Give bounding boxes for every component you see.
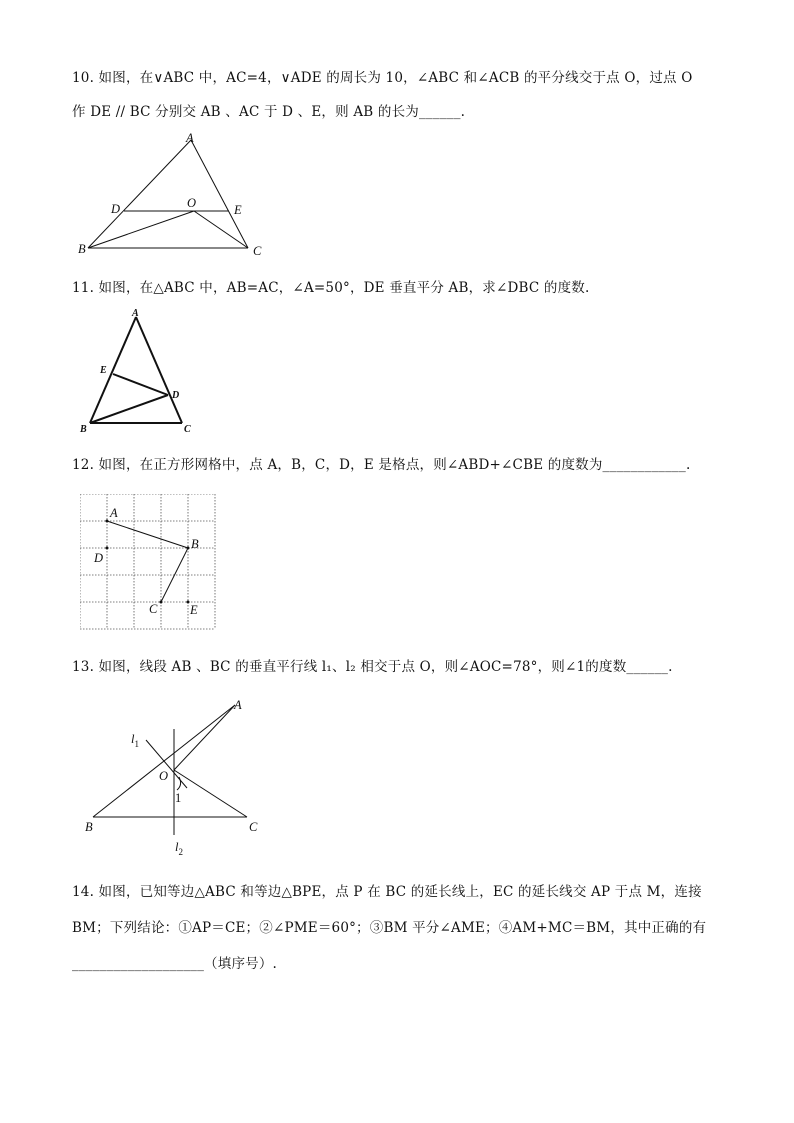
q10-label-B: B	[78, 242, 86, 256]
q13-label-l2: $l_2$	[175, 840, 183, 857]
q10-triangle-figure	[76, 128, 276, 258]
q11-label-C: C	[184, 424, 191, 435]
q14-text-line3: ___________________（填序号）.	[72, 956, 278, 972]
q11-triangle-figure	[76, 305, 206, 435]
q12-label-D: D	[94, 551, 104, 565]
q11-label-A: A	[132, 308, 139, 319]
q11-label-E: E	[100, 365, 107, 376]
q10-label-C: C	[253, 244, 262, 258]
q13-triangle-figure	[80, 694, 280, 864]
q13-label-C: C	[249, 820, 258, 834]
q13-label-O: O	[159, 769, 169, 783]
q12-label-C: C	[149, 602, 158, 616]
q12-label-E: E	[190, 603, 198, 617]
q13-label-angle-1: 1	[175, 791, 182, 805]
q10-label-A: A	[186, 131, 194, 145]
q13-label-A: A	[234, 698, 242, 712]
q12-label-A: A	[110, 506, 118, 520]
q11-label-D: D	[172, 390, 180, 401]
q10-label-O: O	[187, 196, 197, 210]
q13-label-B: B	[85, 820, 93, 834]
q14-text-line2: BM；下列结论：①AP＝CE；②∠PME＝60°；③BM 平分∠AME；④AM+MC＝BM，其中正确的有	[72, 920, 707, 936]
q11-text-line1: 11. 如图，在△ABC 中，AB=AC，∠A=50°，DE 垂直平分 AB，求∠DBC 的度数.	[72, 280, 590, 296]
q12-text-line1: 12. 如图，在正方形网格中，点 A，B，C，D，E 是格点，则∠ABD+∠CBE 的度数为____________.	[72, 457, 691, 473]
q12-label-B: B	[191, 537, 199, 551]
q14-text-line1: 14. 如图，已知等边△ABC 和等边△BPE，点 P 在 BC 的延长线上，EC 的延长线交 AP 于点 M，连接	[72, 884, 702, 900]
q13-text-line1: 13. 如图，线段 AB 、BC 的垂直平行线 l₁、l₂ 相交于点 O，则∠AOC=78°，则∠1的度数______.	[72, 659, 673, 675]
q10-text-line2: 作 DE // BC 分别交 AB 、AC 于 D 、E，则 AB 的长为______.	[72, 104, 466, 120]
q10-label-D: D	[111, 202, 121, 216]
q10-text-line1: 10. 如图，在∨ABC 中，AC=4，∨ADE 的周长为 10，∠ABC 和∠ACB 的平分线交于点 O，过点 O	[72, 70, 693, 86]
q12-grid-figure	[80, 494, 220, 634]
q10-label-E: E	[234, 203, 242, 217]
q11-label-B: B	[80, 424, 87, 435]
q13-label-l1: $l_1$	[131, 732, 139, 749]
